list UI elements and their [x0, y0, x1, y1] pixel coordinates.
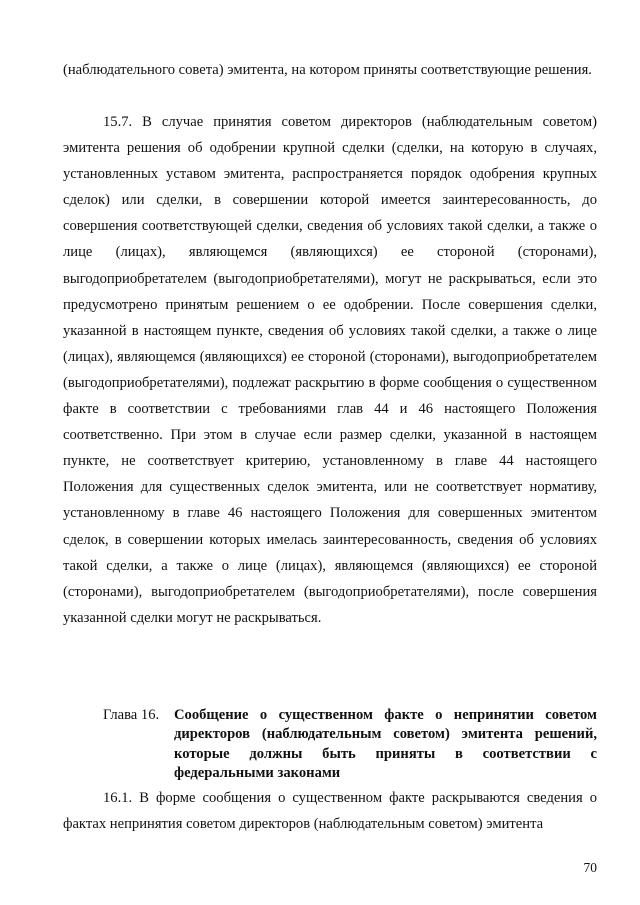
paragraph-15-7: 15.7. В случае принятия советом директоров (наблюдательным советом) эмитента решения об одобрении крупной сделки (сделки, на которую в случаях, установленных уставом эмитента, распространяется порядок одобрения крупных сделок) или сделки, в совершении которой имеется заинтересованность, до совершения соответствующей сделки, сведения об условиях такой сделки, а также о лице (лицах), являющемся (являющихся) ее стороной (сторонами), выгодоприобретателем (выгодоприобретателями), могут не раскрываться, если это предусмотрено принятым решением о ее одобрении. После совершения сделки, указанной в настоящем пункте, сведения об условиях такой сделки, а также о лице (лицах), являющемся (являющихся) ее стороной (сторонами), выгодоприобретателем (выгодоприобретателями), подлежат раскрытию в форме сообщения о существенном факте в соответствии с требованиями глав 44 и 46 настоящего Положения соответственно. При этом в случае если размер сделки, указанной в настоящем пункте, не соответствует критерию, установленному в главе 44 настоящего Положения для существенных сделок эмитента, или не соответствует нормативу, установленному в главе 46 настоящего Положения для совершенных эмитентом сделок, в совершении которых имелась заинтересованность, сведения об условиях такой сделки, а также о лице (лицах), являющемся (являющихся) ее стороной (сторонами), выгодоприобретателем (выгодоприобретателями), после совершения указанной сделки могут не раскрываться. [63, 114, 597, 626]
paragraph-continuation: (наблюдательного совета) эмитента, на котором приняты соответствующие решения. [63, 62, 592, 78]
chapter-label: Глава 16. [103, 707, 160, 723]
page-number: 70 [583, 860, 597, 875]
chapter-title: Сообщение о существенном факте о непринятии советом директоров (наблюдательным советом) эмитента решений, которые должны быть приняты в соответствии с федеральными законами [174, 707, 597, 782]
paragraph-16-1: 16.1. В форме сообщения о существенном факте раскрываются сведения о фактах непринятия советом директоров (наблюдательным советом) эмитента [63, 790, 597, 832]
